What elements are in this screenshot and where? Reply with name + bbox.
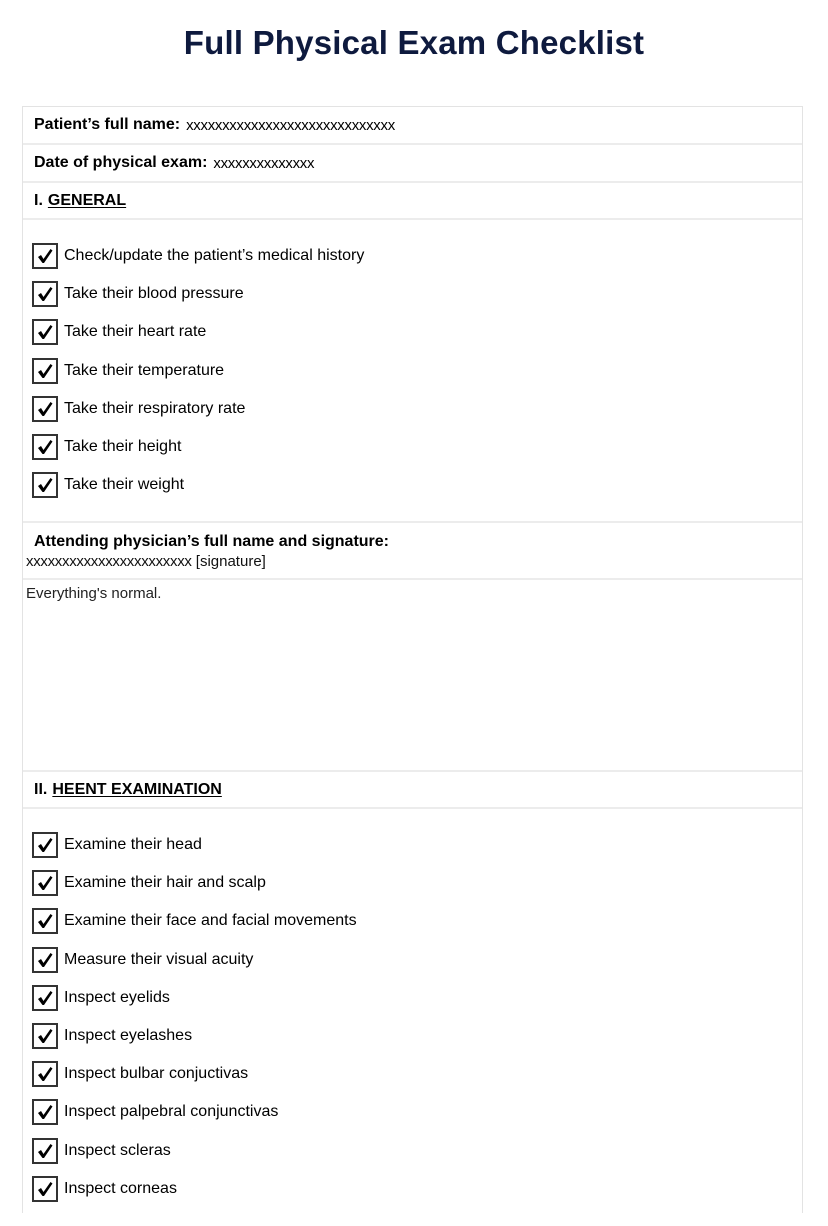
section-title: HEENT EXAMINATION [52,780,222,798]
checklist-item[interactable] [32,826,802,864]
checklist-item-label: Inspect scleras [64,1141,171,1159]
section-header-heent [23,772,802,809]
checklist-item[interactable] [32,902,802,940]
physician-name: xxxxxxxxxxxxxxxxxxxxxxx [26,553,192,570]
check-mark-icon [36,951,54,969]
checklist-item[interactable] [32,313,802,351]
check-mark-icon [36,400,54,418]
checklist-item-label: Take their blood pressure [64,285,244,303]
checklist-item-label: Take their weight [64,476,185,494]
check-mark-icon [36,247,54,265]
physician-signature-row [23,523,802,580]
notes-area [23,580,802,772]
checklist-item[interactable] [32,352,802,390]
checklist-item-label: Inspect palpebral conjunctivas [64,1103,279,1121]
checkbox-checked[interactable] [32,1176,58,1202]
check-mark-icon [36,874,54,892]
checkbox-checked[interactable] [32,1061,58,1087]
checklist-item-label: Check/update the patient’s medical history [64,247,365,265]
checkbox-checked[interactable] [32,281,58,307]
check-mark-icon [36,476,54,494]
exam-form [22,106,803,1213]
checkbox-checked[interactable] [32,243,58,269]
checkbox-checked[interactable] [32,472,58,498]
checklist-item[interactable] [32,1132,802,1170]
exam-date-label: Date of physical exam: [34,154,208,171]
checkbox-checked[interactable] [32,319,58,345]
checklist-item-label: Examine their face and facial movements [64,912,357,930]
checklist-item-label: Inspect corneas [64,1179,177,1197]
checkbox-checked[interactable] [32,832,58,858]
check-mark-icon [36,912,54,930]
checklist-item-label: Take their heart rate [64,323,207,341]
checklist-item[interactable] [32,275,802,313]
checklist-item[interactable] [32,466,802,504]
checklist-item-label: Inspect eyelashes [64,1027,193,1045]
checklist-item[interactable] [32,864,802,902]
checkbox-checked[interactable] [32,434,58,460]
checklist-item[interactable] [32,1055,802,1093]
checklist-item-label: Examine their hair and scalp [64,874,266,892]
checklist-item[interactable] [32,979,802,1017]
checklist-item-label: Take their height [64,438,182,456]
checklist-item[interactable] [32,428,802,466]
check-mark-icon [36,362,54,380]
checklist-item[interactable] [32,941,802,979]
check-mark-icon [36,989,54,1007]
checkbox-checked[interactable] [32,870,58,896]
checkbox-checked[interactable] [32,947,58,973]
patient-name-row [23,107,802,145]
patient-name-value[interactable]: xxxxxxxxxxxxxxxxxxxxxxxxxxxxx [186,116,395,134]
checklist-item[interactable] [32,1093,802,1131]
checklist-item[interactable] [32,1170,802,1208]
checklist-item[interactable] [32,390,802,428]
page-title: Full Physical Exam Checklist [183,24,645,61]
checkbox-checked[interactable] [32,908,58,934]
check-mark-icon [36,285,54,303]
section-header-general [23,183,802,220]
check-mark-icon [36,1180,54,1198]
checkbox-checked[interactable] [32,358,58,384]
checklist-item-label: Measure their visual acuity [64,950,254,968]
checklist-item-label: Take their respiratory rate [64,399,246,417]
physician-signature: [signature] [195,553,266,570]
checklist-item-label: Inspect bulbar conjuctivas [64,1065,249,1083]
check-mark-icon [36,1065,54,1083]
checkbox-checked[interactable] [32,1138,58,1164]
exam-date-value[interactable]: xxxxxxxxxxxxxx [213,154,315,172]
physician-signature-label: Attending physician’s full name and signature: [34,533,390,550]
checkbox-checked[interactable] [32,396,58,422]
section-numeral: II. [34,780,48,798]
check-mark-icon [36,438,54,456]
heent-checklist [23,809,802,1208]
exam-date-row [23,145,802,183]
checklist-item-label: Take their temperature [64,361,225,379]
patient-name-label: Patient’s full name: [34,116,181,133]
checkbox-checked[interactable] [32,1099,58,1125]
checklist-item[interactable] [32,237,802,275]
physician-signature-line[interactable] [23,551,802,573]
check-mark-icon [36,323,54,341]
check-mark-icon [36,1142,54,1160]
section-title: GENERAL [47,191,127,209]
checkbox-checked[interactable] [32,1023,58,1049]
general-checklist [23,220,802,523]
check-mark-icon [36,836,54,854]
check-mark-icon [36,1027,54,1045]
checklist-item[interactable] [32,1017,802,1055]
section-numeral: I. [34,191,43,209]
checkbox-checked[interactable] [32,985,58,1011]
check-mark-icon [36,1103,54,1121]
notes-textarea[interactable]: Everything's normal. [26,585,162,602]
checklist-item-label: Examine their head [64,836,202,854]
checklist-item-label: Inspect eyelids [64,988,170,1006]
